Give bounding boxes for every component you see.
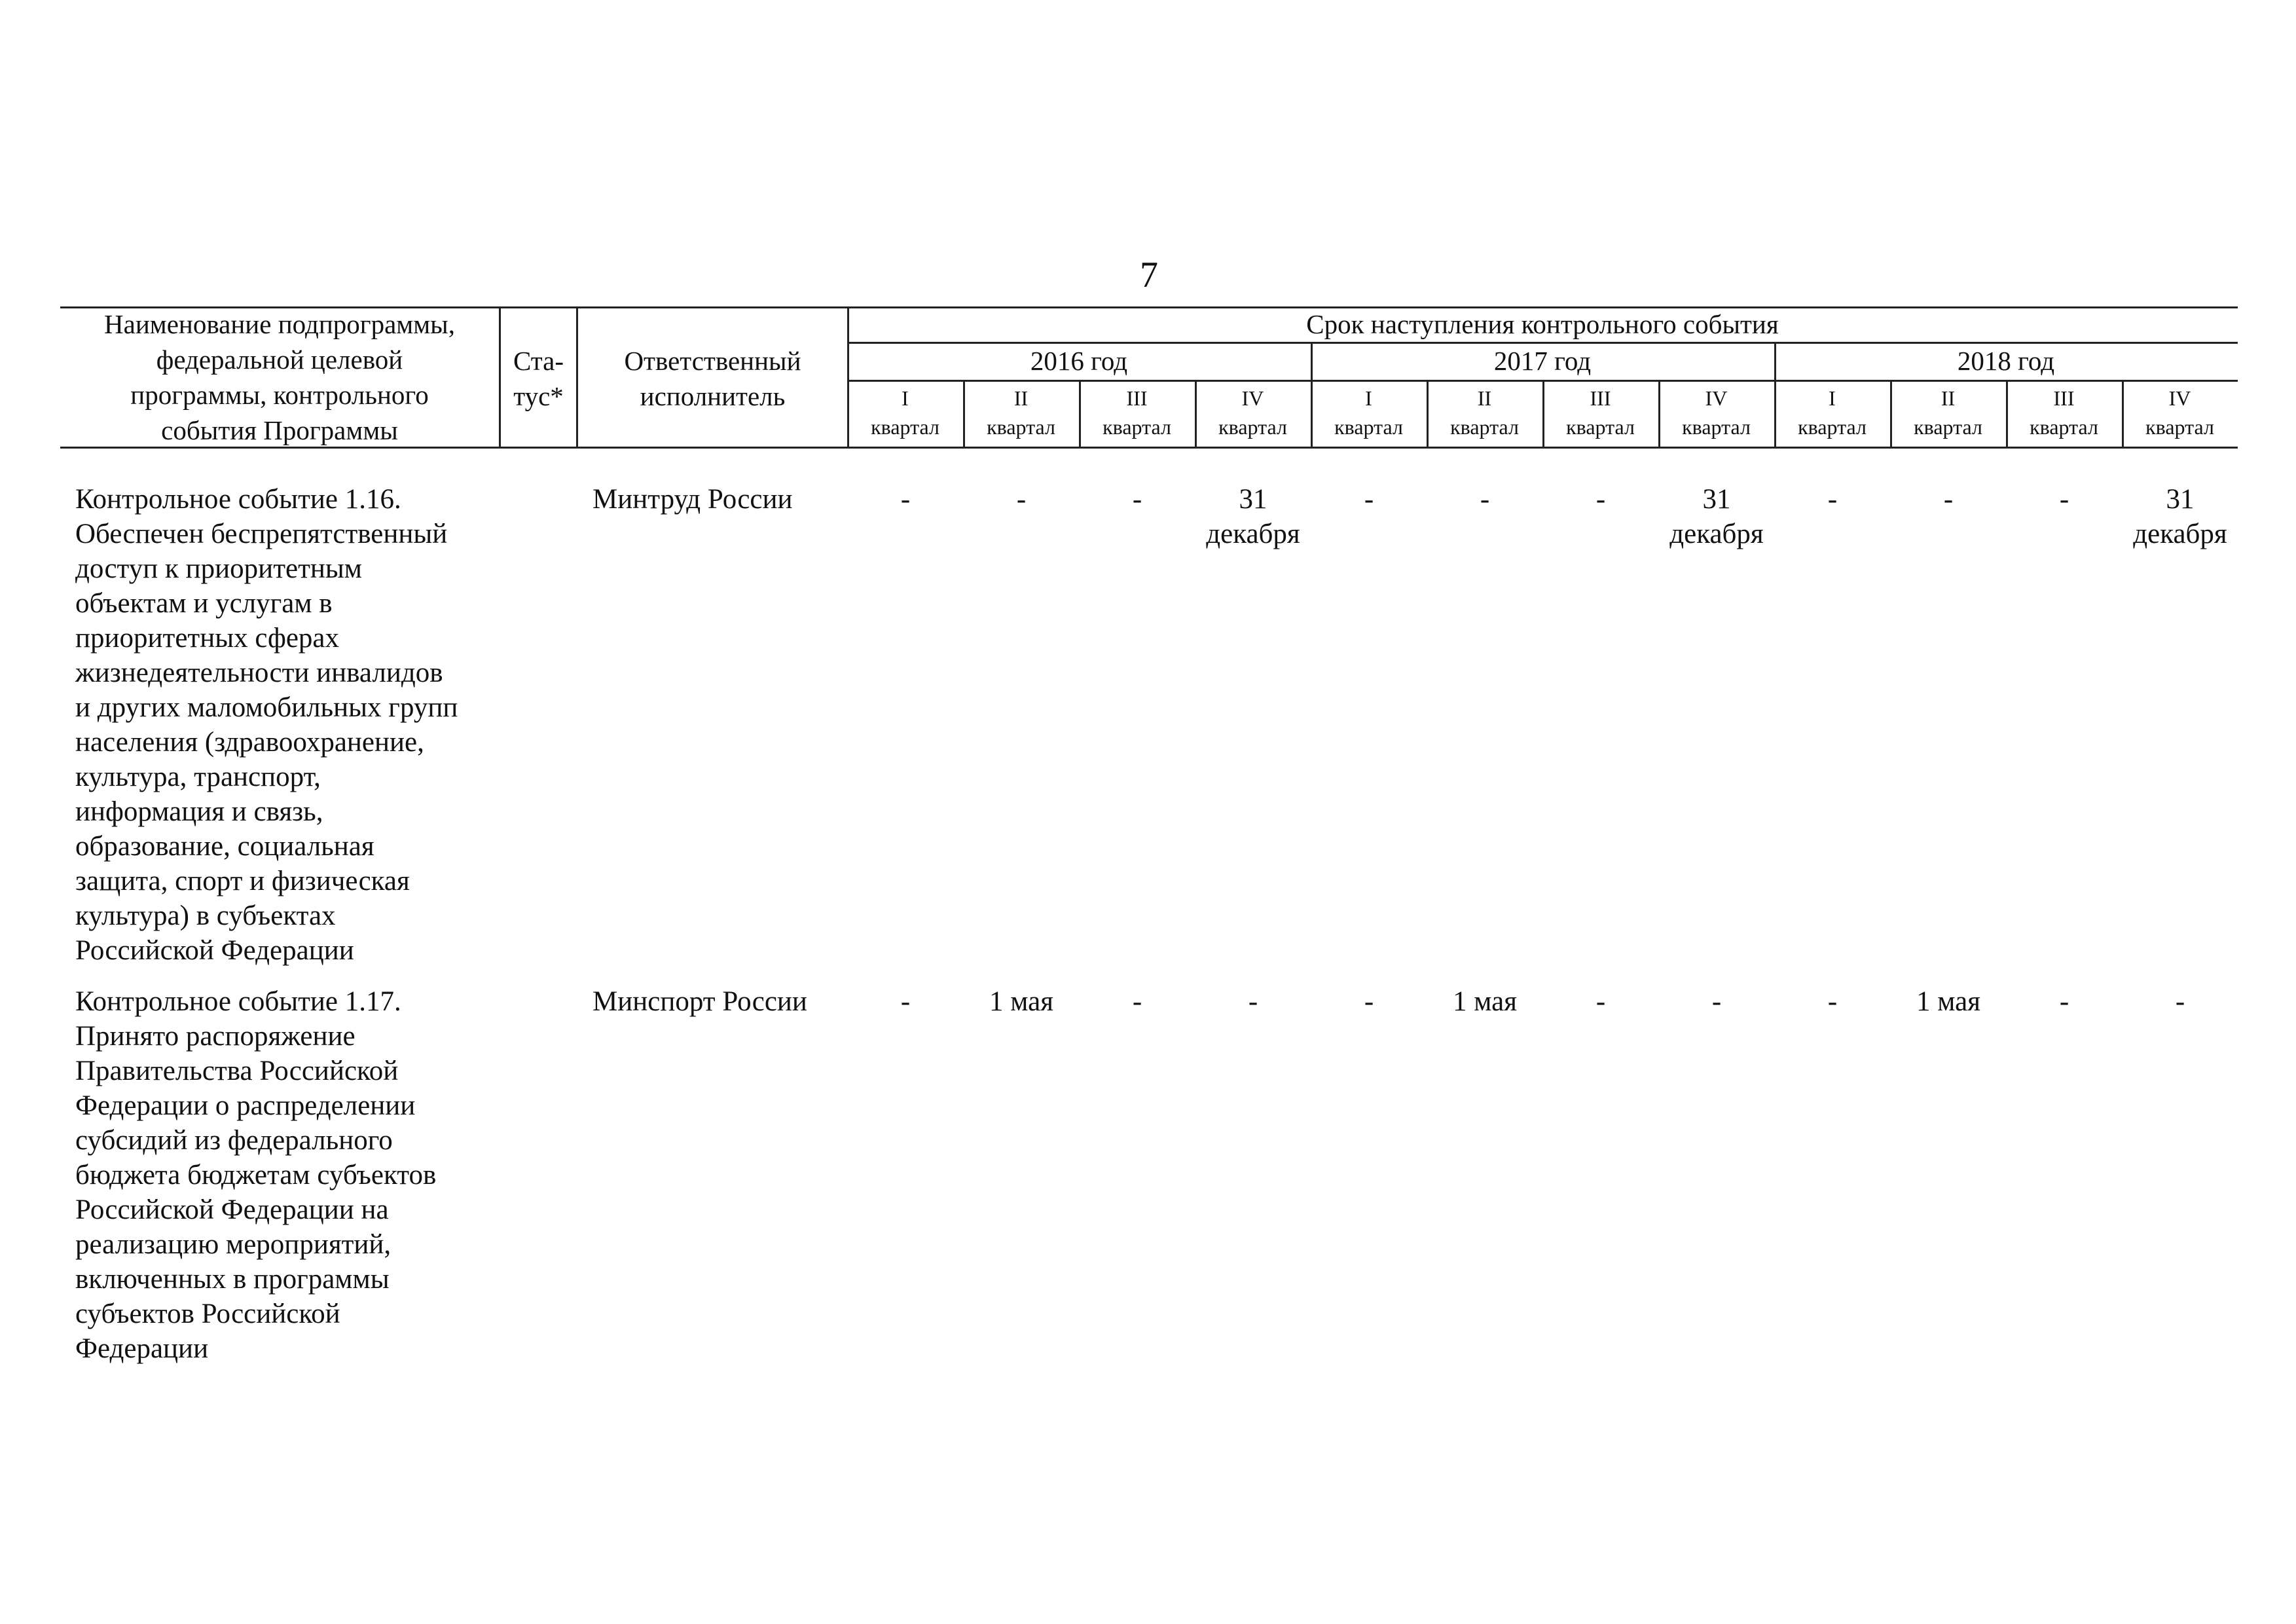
- row-cell-2017-q2: [1429, 984, 1540, 1019]
- header-quarter-2018-4: [2122, 384, 2238, 441]
- header-name-column: [60, 306, 499, 448]
- cell-value: -: [1595, 986, 1606, 1017]
- quarter-number: II: [1013, 386, 1029, 410]
- row-name-line: объектам и услугам в: [75, 588, 333, 619]
- cell-value: -: [1595, 484, 1606, 515]
- header-quarter-2016-2: [963, 384, 1079, 441]
- row-name-line: бюджета бюджетам субъектов: [75, 1160, 437, 1190]
- quarter-word: квартал: [871, 415, 939, 439]
- header-quarter-2016-3: [1079, 384, 1195, 441]
- cell-value: 1 мая: [1916, 986, 1981, 1017]
- quarter-number: II: [1941, 386, 1956, 410]
- row-name-line: Контрольное событие 1.17.: [75, 986, 401, 1017]
- quarter-number: IV: [2168, 386, 2191, 410]
- row-name-line: Российской Федерации на: [75, 1194, 389, 1225]
- header-quarter-2017-4: [1658, 384, 1774, 441]
- row-cell-2016-q2: [966, 482, 1077, 517]
- quarter-number: III: [1590, 386, 1611, 410]
- header-quarter-2017-1: [1311, 384, 1427, 441]
- row-name-line: доступ к приоритетным: [75, 553, 362, 584]
- cell-value: -: [1248, 986, 1258, 1017]
- row-cell-2016-q1: [850, 984, 961, 1019]
- row-name-line: информация и связь,: [75, 796, 323, 827]
- row-name-line: Правительства Российской: [75, 1056, 399, 1086]
- header-quarter-2017-3: [1542, 384, 1658, 441]
- header-status-column: [501, 343, 576, 414]
- header-name-line: события Программы: [161, 415, 398, 445]
- row-cell-2018-q1: [1777, 984, 1888, 1019]
- row-name-line: защита, спорт и физическая: [75, 866, 410, 896]
- row-cell-2017-q3: [1545, 482, 1656, 517]
- row-cell-2017-q1: [1313, 984, 1425, 1019]
- cell-value: -: [1132, 484, 1142, 515]
- cell-value: -: [1827, 986, 1838, 1017]
- row-name-line: субсидий из федерального: [75, 1125, 393, 1156]
- row-cell-2018-q2: [1893, 482, 2004, 517]
- row-cell-2018-q3: [2009, 482, 2120, 517]
- row-cell-2017-q4: [1661, 984, 1772, 1019]
- header-executor-line: исполнитель: [640, 381, 786, 411]
- row-executor: Минспорт России: [592, 986, 807, 1017]
- row-name-line: Российской Федерации: [75, 935, 354, 966]
- row-name-line: приоритетных сферах: [75, 623, 339, 654]
- row-name-line: и других маломобильных групп: [75, 692, 458, 723]
- table-header: [0, 306, 2296, 451]
- cell-value: -: [1480, 484, 1490, 515]
- quarter-word: квартал: [1334, 415, 1403, 439]
- row-cell-2018-q3: [2009, 984, 2120, 1019]
- header-year-2016: 2016 год: [1030, 346, 1128, 376]
- quarter-number: III: [1126, 386, 1148, 410]
- header-name-line: федеральной целевой: [156, 344, 403, 375]
- cell-value: -: [1016, 484, 1027, 515]
- cell-value: 31: [1239, 484, 1267, 515]
- quarter-word: квартал: [2030, 415, 2098, 439]
- quarter-word: квартал: [1798, 415, 1867, 439]
- row-name-line: включенных в программы: [75, 1264, 390, 1295]
- cell-value: 1 мая: [989, 986, 1054, 1017]
- row-cell-2016-q3: [1082, 984, 1193, 1019]
- quarter-word: квартал: [987, 415, 1055, 439]
- row-name-line: образование, социальная: [75, 831, 374, 862]
- row-name-line: субъектов Российской: [75, 1299, 340, 1329]
- header-executor-column: [578, 343, 847, 414]
- row-cell-2017-q2: [1429, 482, 1540, 517]
- quarter-number: I: [1829, 386, 1836, 410]
- row-name-line: реализацию мероприятий,: [75, 1229, 392, 1260]
- row-cell-2018-q2: [1893, 984, 2004, 1019]
- cell-value: декабря: [2133, 519, 2227, 549]
- row-cell-2016-q3: [1082, 482, 1193, 517]
- row-name-line: жизнедеятельности инвалидов: [75, 657, 443, 688]
- cell-value: -: [2059, 484, 2069, 515]
- quarter-word: квартал: [1102, 415, 1171, 439]
- row-name-line: культура) в субъектах: [75, 900, 336, 931]
- header-year-2018: 2018 год: [1957, 346, 2055, 376]
- cell-value: 1 мая: [1452, 986, 1518, 1017]
- cell-value: декабря: [1669, 519, 1764, 549]
- cell-value: -: [900, 484, 911, 515]
- row-cell-2018-q4: [2124, 482, 2236, 551]
- cell-value: декабря: [1206, 519, 1300, 549]
- cell-value: -: [2059, 986, 2069, 1017]
- cell-value: -: [1364, 986, 1374, 1017]
- row-cell-2018-q4: [2124, 984, 2236, 1019]
- row-event-name: [75, 482, 501, 968]
- header-year-2017: 2017 год: [1493, 346, 1592, 376]
- cell-value: 31: [2166, 484, 2195, 515]
- row-name-line: Контрольное событие 1.16.: [75, 484, 401, 515]
- header-quarter-2017-2: [1427, 384, 1542, 441]
- header-status-line: тус*: [513, 381, 564, 411]
- quarter-number: III: [2053, 386, 2075, 410]
- quarter-word: квартал: [1914, 415, 1982, 439]
- row-name-line: населения (здравоохранение,: [75, 727, 424, 758]
- row-name-line: Федерации: [75, 1333, 209, 1364]
- row-name-line: Обеспечен беспрепятственный: [75, 519, 448, 549]
- quarter-number: I: [902, 386, 909, 410]
- cell-value: -: [1827, 484, 1838, 515]
- quarter-word: квартал: [1218, 415, 1287, 439]
- header-quarter-2018-1: [1774, 384, 1890, 441]
- row-name-line: Федерации о распределении: [75, 1090, 416, 1121]
- row-name-line: культура, транспорт,: [75, 762, 321, 792]
- row-cell-2016-q2: [966, 984, 1077, 1019]
- row-executor: Минтруд России: [592, 484, 793, 515]
- quarter-word: квартал: [1566, 415, 1635, 439]
- header-executor-line: Ответственный: [624, 346, 801, 376]
- row-cell-2018-q1: [1777, 482, 1888, 517]
- page-number: 7: [1140, 255, 1158, 295]
- cell-value: -: [2175, 986, 2185, 1017]
- row-event-name: [75, 984, 501, 1366]
- quarter-word: квартал: [1450, 415, 1519, 439]
- cell-value: -: [1711, 986, 1722, 1017]
- quarter-number: IV: [1705, 386, 1728, 410]
- quarter-number: IV: [1241, 386, 1264, 410]
- quarter-word: квартал: [1682, 415, 1751, 439]
- header-quarter-2018-3: [2006, 384, 2122, 441]
- header-status-line: Ста-: [513, 346, 564, 376]
- header-deadline-title: Срок наступления контрольного события: [1306, 309, 1779, 339]
- row-cell-2017-q4: [1661, 482, 1772, 551]
- cell-value: -: [1132, 986, 1142, 1017]
- cell-value: -: [1943, 484, 1954, 515]
- cell-value: 31: [1702, 484, 1731, 515]
- cell-value: -: [900, 986, 911, 1017]
- header-name-line: Наименование подпрограммы,: [104, 309, 455, 339]
- quarter-number: II: [1477, 386, 1492, 410]
- header-name-line: программы, контрольного: [130, 380, 429, 410]
- cell-value: -: [1364, 484, 1374, 515]
- row-cell-2017-q1: [1313, 482, 1425, 517]
- row-cell-2016-q4: [1197, 482, 1309, 551]
- quarter-number: I: [1365, 386, 1372, 410]
- row-cell-2016-q4: [1197, 984, 1309, 1019]
- row-name-line: Принято распоряжение: [75, 1021, 355, 1052]
- row-cell-2017-q3: [1545, 984, 1656, 1019]
- quarter-word: квартал: [2145, 415, 2214, 439]
- header-quarter-2016-4: [1195, 384, 1311, 441]
- header-quarter-2018-2: [1890, 384, 2006, 441]
- row-cell-2016-q1: [850, 482, 961, 517]
- header-quarter-2016-1: [847, 384, 963, 441]
